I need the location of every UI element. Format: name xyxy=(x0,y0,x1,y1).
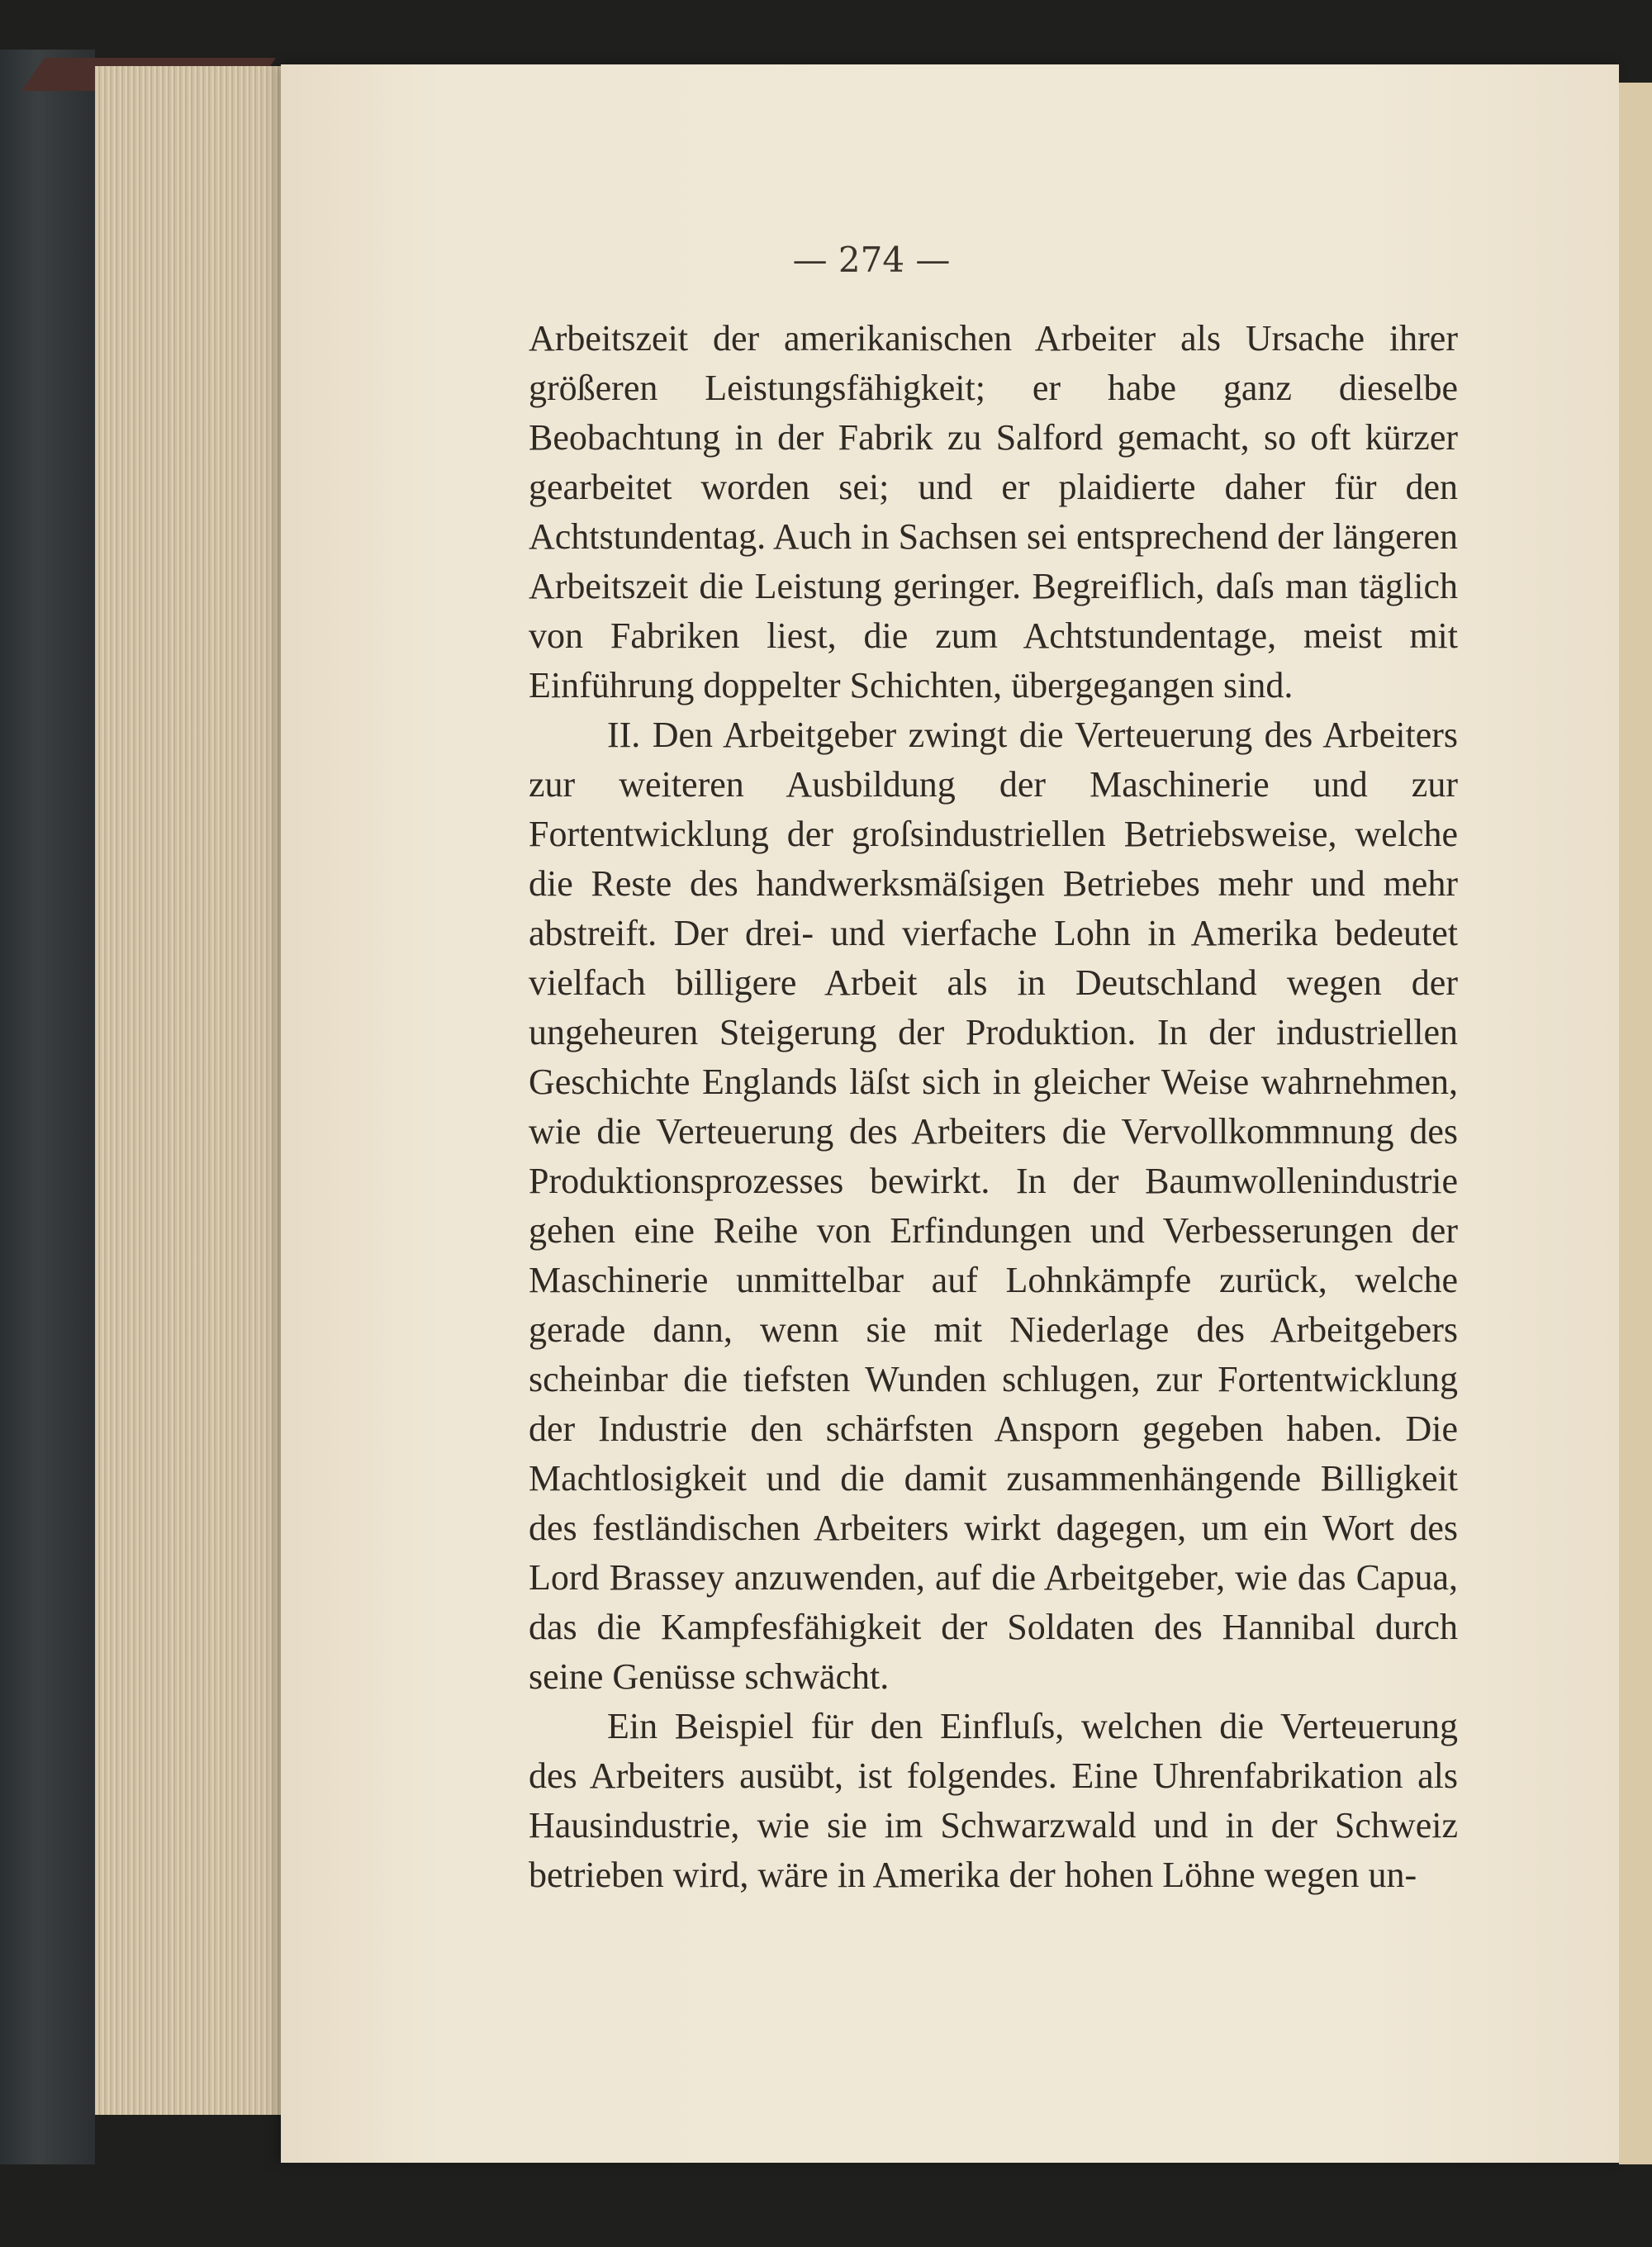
page-edges xyxy=(95,66,293,2115)
page-body xyxy=(529,314,1458,1900)
paragraph-section-ii: II. Den Arbeitgeber zwingt die Verteuerung des Arbeiters zur weiteren Ausbildung der Maschinerie und zur Fortentwicklung der groſsindustriellen Betriebsweise, welche die Reste des handwerksmäſsigen Betriebes mehr und mehr abstreift. Der drei- und vierfache Lohn in Amerika bedeutet vielfach billigere Arbeit als in Deutschland wegen der ungeheuren Steigerung der Produktion. In der industriellen Geschichte Englands läſst sich in gleicher Weise wahrnehmen, wie die Verteuerung des Arbeiters die Vervollkommnung des Produktionsprozesses bewirkt. In der Baumwollenindustrie gehen eine Reihe von Erfindungen und Verbesserungen der Maschinerie unmittelbar auf Lohnkämpfe zurück, welche gerade dann, wenn sie mit Niederlage des Arbeitgebers scheinbar die tiefsten Wunden schlugen, zur Fortentwicklung der Industrie den schärfsten Ansporn gegeben haben. Die Machtlosigkeit und die damit zusammenhängende Billigkeit des festländischen Arbeiters wirkt dagegen, um ein Wort des Lord Brassey anzuwenden, auf die Arbeitgeber, wie das Capua, das die Kampfesfähigkeit der Soldaten des Hannibal durch seine Genüsse schwächt. xyxy=(529,715,1458,1697)
book-cover-left xyxy=(0,50,95,2164)
next-page-edge xyxy=(1619,83,1652,2164)
paragraph-continued: Arbeitszeit der amerikanischen Arbeiter als Ursache ihrer größeren Leistungsfähigkeit; er habe ganz dieselbe Beobachtung in der Fabrik zu Salford gemacht, so oft kürzer gearbeitet worden sei; und er plaidierte daher für den Achtstundentag. Auch in Sachsen sei entsprechend der längeren Arbeitszeit die Leistung geringer. Begreiflich, daſs man täglich von Fabriken liest, die zum Achtstundentage, meist mit Einführung doppelter Schichten, übergegangen sind. xyxy=(529,318,1458,705)
page-number: — 274 — xyxy=(792,240,951,280)
paragraph-example: Ein Beispiel für den Einfluſs, welchen die Verteuerung des Arbeiters ausübt, ist folgendes. Eine Uhrenfabrikation als Hausindustrie, wie sie im Schwarzwald und in der Schweiz betrieben wird, wäre in Amerika der hohen Löhne wegen un- xyxy=(529,1706,1458,1895)
